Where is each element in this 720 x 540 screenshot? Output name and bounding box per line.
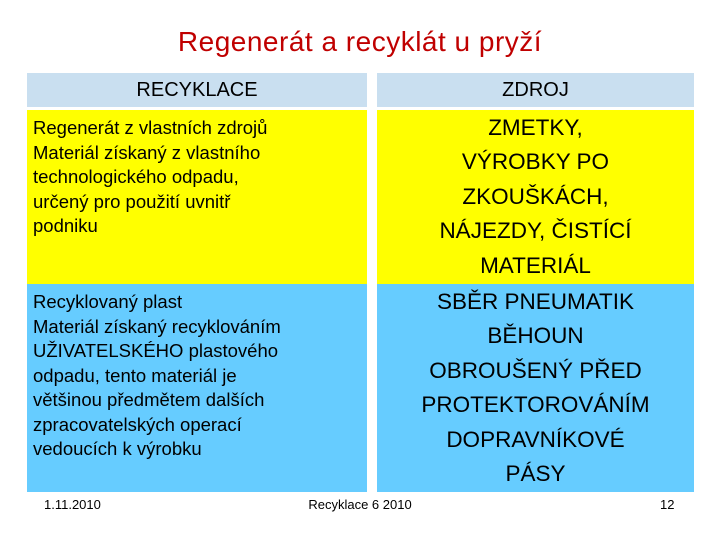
row2-source-line: PÁSY: [505, 461, 566, 486]
row1-heading: Regenerát z vlastních zdrojů: [33, 117, 268, 138]
footer-page-number: 12: [660, 497, 675, 512]
row1-description: Materiál získaný z vlastního technologického odpadu, určený pro použití uvnitř podniku: [33, 141, 261, 236]
row1-source-line: NÁJEZDY, ČISTÍCÍ: [439, 218, 632, 244]
row1-source-line: ZMETKY,: [488, 114, 583, 140]
row2-source-line: BĚHOUN: [487, 323, 584, 348]
header-recyklace: RECYKLACE: [27, 73, 367, 107]
row2-source-line: DOPRAVNÍKOVÉ: [446, 426, 625, 452]
row1-source-line: VÝROBKY PO: [461, 149, 610, 175]
row2-source-line: SBĚR PNEUMATIK: [436, 288, 635, 314]
row2-source-line: OBROUŠENÝ PŘED: [429, 357, 642, 383]
slide-title: Regenerát a recyklát u pryží: [177, 26, 543, 57]
row1-zdroj-cell: [377, 110, 694, 284]
row1-source-line: ZKOUŠKÁCH,: [462, 183, 609, 209]
row2-recyklace-cell: [27, 284, 367, 492]
header-zdroj: ZDROJ: [377, 73, 694, 107]
footer-date: 1.11.2010: [44, 497, 101, 512]
row1-source-line: MATERIÁL: [480, 252, 591, 278]
footer-center-text: Recyklace 6 2010: [308, 497, 412, 512]
row2-heading: Recyklovaný plast: [33, 291, 183, 312]
row2-zdroj-cell: [377, 284, 694, 492]
row2-source-line: PROTEKTOROVÁNÍM: [421, 392, 650, 417]
row1-recyklace-cell: [27, 110, 367, 284]
row2-description: Materiál získaný recyklováním UŽIVATELSKÉHO plastového odpadu, tento materiál je většinou předmětem dalších zpracovatelských operací vedoucích k výrobku: [33, 315, 281, 459]
